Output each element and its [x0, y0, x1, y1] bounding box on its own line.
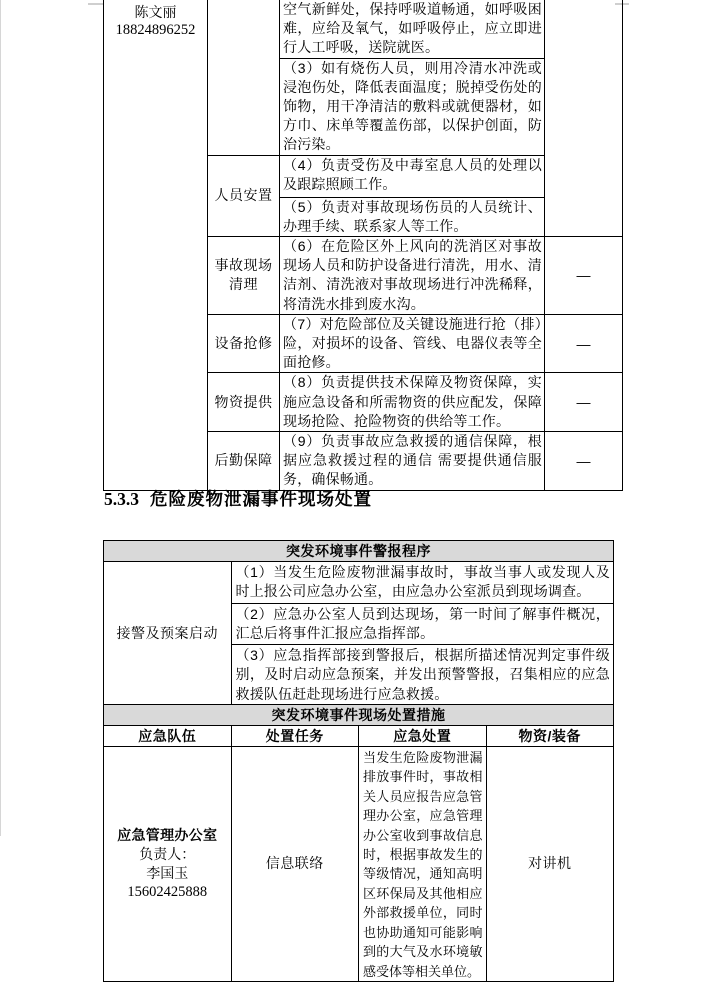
column-header-task: 处置任务: [231, 726, 359, 747]
task-label: 后勤保障: [208, 432, 280, 491]
duty-text: （7）对危险部位及关键设施进行抢（排）险，对损坏的设备、管线、电器仪表等全面抢修。: [280, 314, 545, 373]
column-header-team: 应急队伍: [104, 726, 232, 747]
contact-cell: [104, 0, 208, 490]
equipment-cell: 对讲机: [486, 747, 614, 982]
duty-text: （6）在危险区外上风向的洗消区对事故现场人员和防护设备进行清洗，用水、清洁剂、清洗液对事故现场进行冲洗稀释，将清洗水排到废水沟。: [280, 237, 545, 315]
team-leader-name: 李国玉: [146, 864, 189, 881]
duty-text: 空气新鲜处，保持呼吸道畅通，如呼吸困难，应给及氧气，如呼吸停止，应立即进行人工呼吸，送院就医。: [280, 0, 545, 58]
task-cell: 信息联络: [231, 747, 359, 982]
duty-text: （3）如有烧伤人员，则用冷清水冲洗或浸泡伤处，降低表面温度；脱掉受伤处的饰物，用干净清洁的敷料或就便器材，如方巾、床单等覆盖伤部，以保护创面，防治污染。: [280, 58, 545, 155]
page-edge-guide: [0, 0, 1, 836]
alarm-stage-label: 接警及预案启动: [104, 562, 232, 705]
disposal-measures-header: 突发环境事件现场处置措施: [104, 705, 614, 726]
alarm-procedure-header: 突发环境事件警报程序: [104, 541, 614, 562]
column-header-equipment: 物资/装备: [486, 726, 614, 747]
team-cell: [104, 747, 232, 982]
note-dash: —: [545, 373, 623, 432]
procedure-text: （3）应急指挥部接到警报后，根据所描述情况判定事件级别，及时启动应急预案，并发出预警警报，召集相应的应急救援队伍赶赴现场进行应急救援。: [231, 644, 614, 704]
task-label: 物资提供: [208, 373, 280, 432]
team-leader-phone: 15602425888: [127, 883, 208, 900]
column-header-disposal: 应急处置: [359, 726, 487, 747]
procedure-text: （2）应急办公室人员到达现场，第一时间了解事件概况，汇总后将事件汇报应急指挥部。: [231, 604, 614, 645]
duty-text: （8）负责提供技术保障及物资保障，实施应急设备和所需物资的供应配发，保障现场抢险、抢险物资的供给等工作。: [280, 373, 545, 432]
team-org: 应急管理办公室: [117, 826, 218, 843]
task-label: 事故现场清理: [208, 237, 280, 315]
procedure-text: （1）当发生危险废物泄漏事故时，事故当事人或发现人及时上报公司应急办公室，由应急办公室派员到现场调查。: [231, 562, 614, 604]
team-role: 负责人：: [139, 845, 196, 862]
contact-phone: 18824896252: [115, 22, 196, 38]
contact-name: 陈文丽: [134, 4, 177, 20]
disposal-cell: 当发生危险废物泄漏排放事件时，事故相关人员应报告应急管理办公室，应急管理办公室收到事故信息时，根据事故发生的等级情况，通知高明区环保局及其他相应外部救援单位，同时也协助通知可能影响到的大气及水环境敏感受体等相关单位。: [359, 747, 487, 982]
note-cell-empty: [545, 0, 623, 237]
emergency-duties-table: [103, 0, 623, 491]
section-title: 危险废物泄漏事件现场处置: [150, 489, 372, 509]
note-dash: —: [545, 237, 623, 315]
duty-text: （9）负责事故应急救援的通信保障，根据应急救援过程的通信 需要提供通信服务，确保畅通。: [280, 432, 545, 491]
onsite-disposal-table: [103, 540, 614, 982]
note-dash: —: [545, 432, 623, 491]
table-guide-left: [88, 3, 104, 5]
task-label: 设备抢修: [208, 314, 280, 373]
task-label-cell-empty: [208, 0, 280, 155]
duty-text: （4）负责受伤及中毒室息人员的处理以及跟踪照顾工作。: [280, 155, 545, 197]
section-heading: [104, 486, 372, 511]
note-dash: —: [545, 314, 623, 373]
section-number: 5.3.3: [104, 489, 139, 509]
duty-text: （5）负责对事故现场伤员的人员统计、办理手续、联系家人等工作。: [280, 197, 545, 236]
task-label: 人员安置: [208, 155, 280, 236]
